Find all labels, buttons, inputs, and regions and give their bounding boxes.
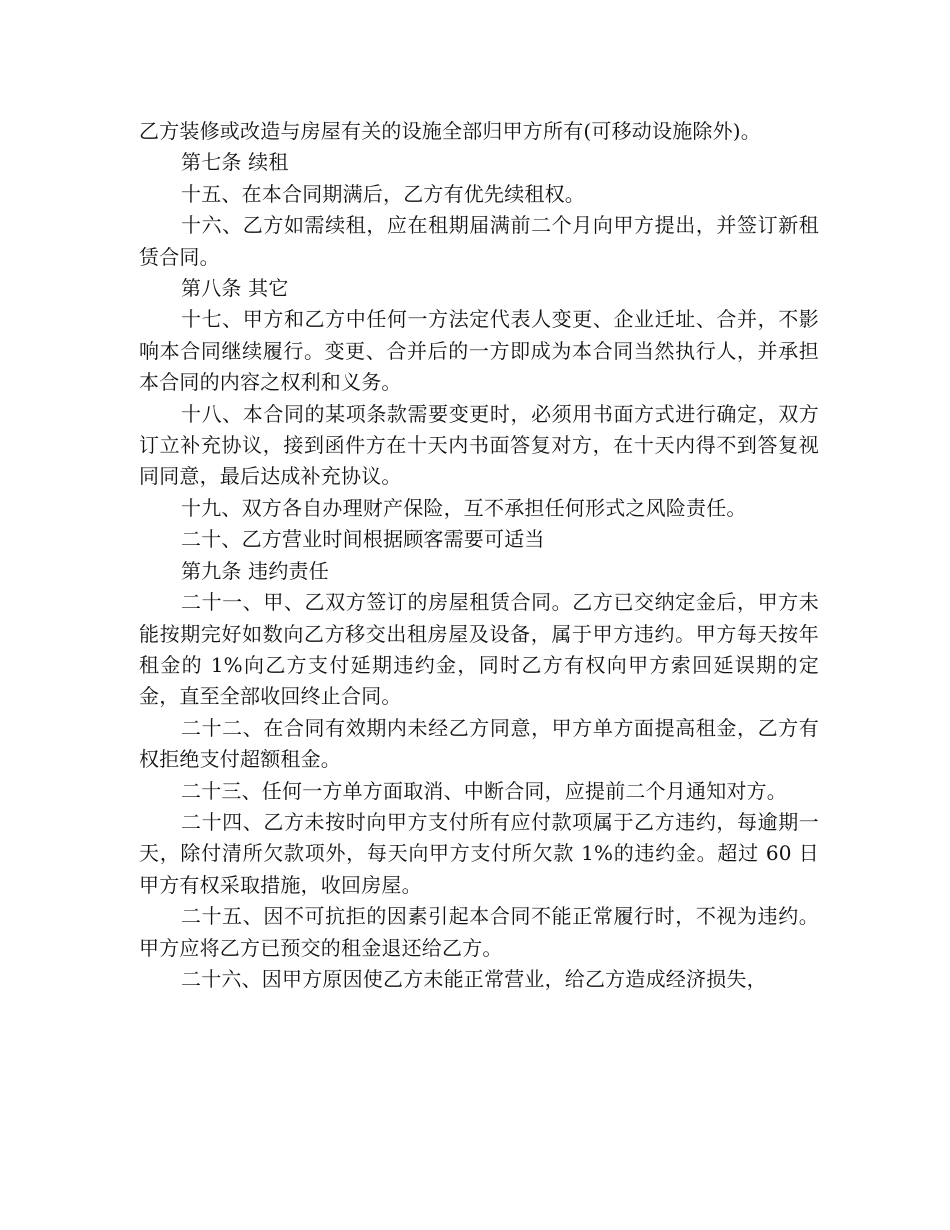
clause-15: 十五、在本合同期满后，乙方有优先续租权。: [181, 181, 585, 206]
section-heading-other: 第八条 其它: [181, 276, 289, 301]
section-heading-breach: 第九条 违约责任: [181, 558, 329, 583]
clause-20: 二十、乙方营业时间根据顾客需要可适当: [181, 527, 545, 552]
document-body: [139, 116, 819, 995]
clause-24: 二十四、乙方未按时向甲方支付所有应付款项属于乙方违约，每逾期一天，除付清所欠款项外，每天向甲方支付所欠款 1%的违约金。超过 60 日甲方有权采取措施，收回房屋。: [139, 809, 819, 897]
clause-23: 二十三、任何一方单方面取消、中断合同，应提前二个月通知对方。: [181, 778, 787, 803]
clause-16: 十六、乙方如需续租，应在租期届满前二个月向甲方提出，并签订新租赁合同。: [139, 213, 819, 269]
clause-26: 二十六、因甲方原因使乙方未能正常营业，给乙方造成经济损失，: [181, 966, 767, 991]
clause-21: 二十一、甲、乙双方签订的房屋租赁合同。乙方已交纳定金后，甲方未能按期完好如数向乙方移交出租房屋及设备，属于甲方违约。甲方每天按年租金的 1%向乙方支付延期违约金，同时乙方有权向甲方索回延误期的定金，直至全部收回终止合同。: [139, 590, 819, 709]
clause-19: 十九、双方各自办理财产保险，互不承担任何形式之风险责任。: [181, 495, 747, 520]
clause-17: 十七、甲方和乙方中任何一方法定代表人变更、企业迁址、合并，不影响本合同继续履行。变更、合并后的一方即成为本合同当然执行人，并承担本合同的内容之权利和义务。: [139, 307, 819, 395]
clause-25: 二十五、因不可抗拒的因素引起本合同不能正常履行时，不视为违约。甲方应将乙方已预交的租金退还给乙方。: [139, 904, 819, 960]
paragraph-facilities-ownership: 乙方装修或改造与房屋有关的设施全部归甲方所有(可移动设施除外)。: [139, 119, 762, 143]
section-heading-renewal: 第七条 续租: [181, 150, 289, 175]
clause-22: 二十二、在合同有效期内未经乙方同意，甲方单方面提高租金，乙方有权拒绝支付超额租金。: [139, 715, 819, 772]
clause-18: 十八、本合同的某项条款需要变更时，必须用书面方式进行确定，双方订立补充协议，接到函件方在十天内书面答复对方，在十天内得不到答复视同同意，最后达成补充协议。: [139, 401, 819, 489]
